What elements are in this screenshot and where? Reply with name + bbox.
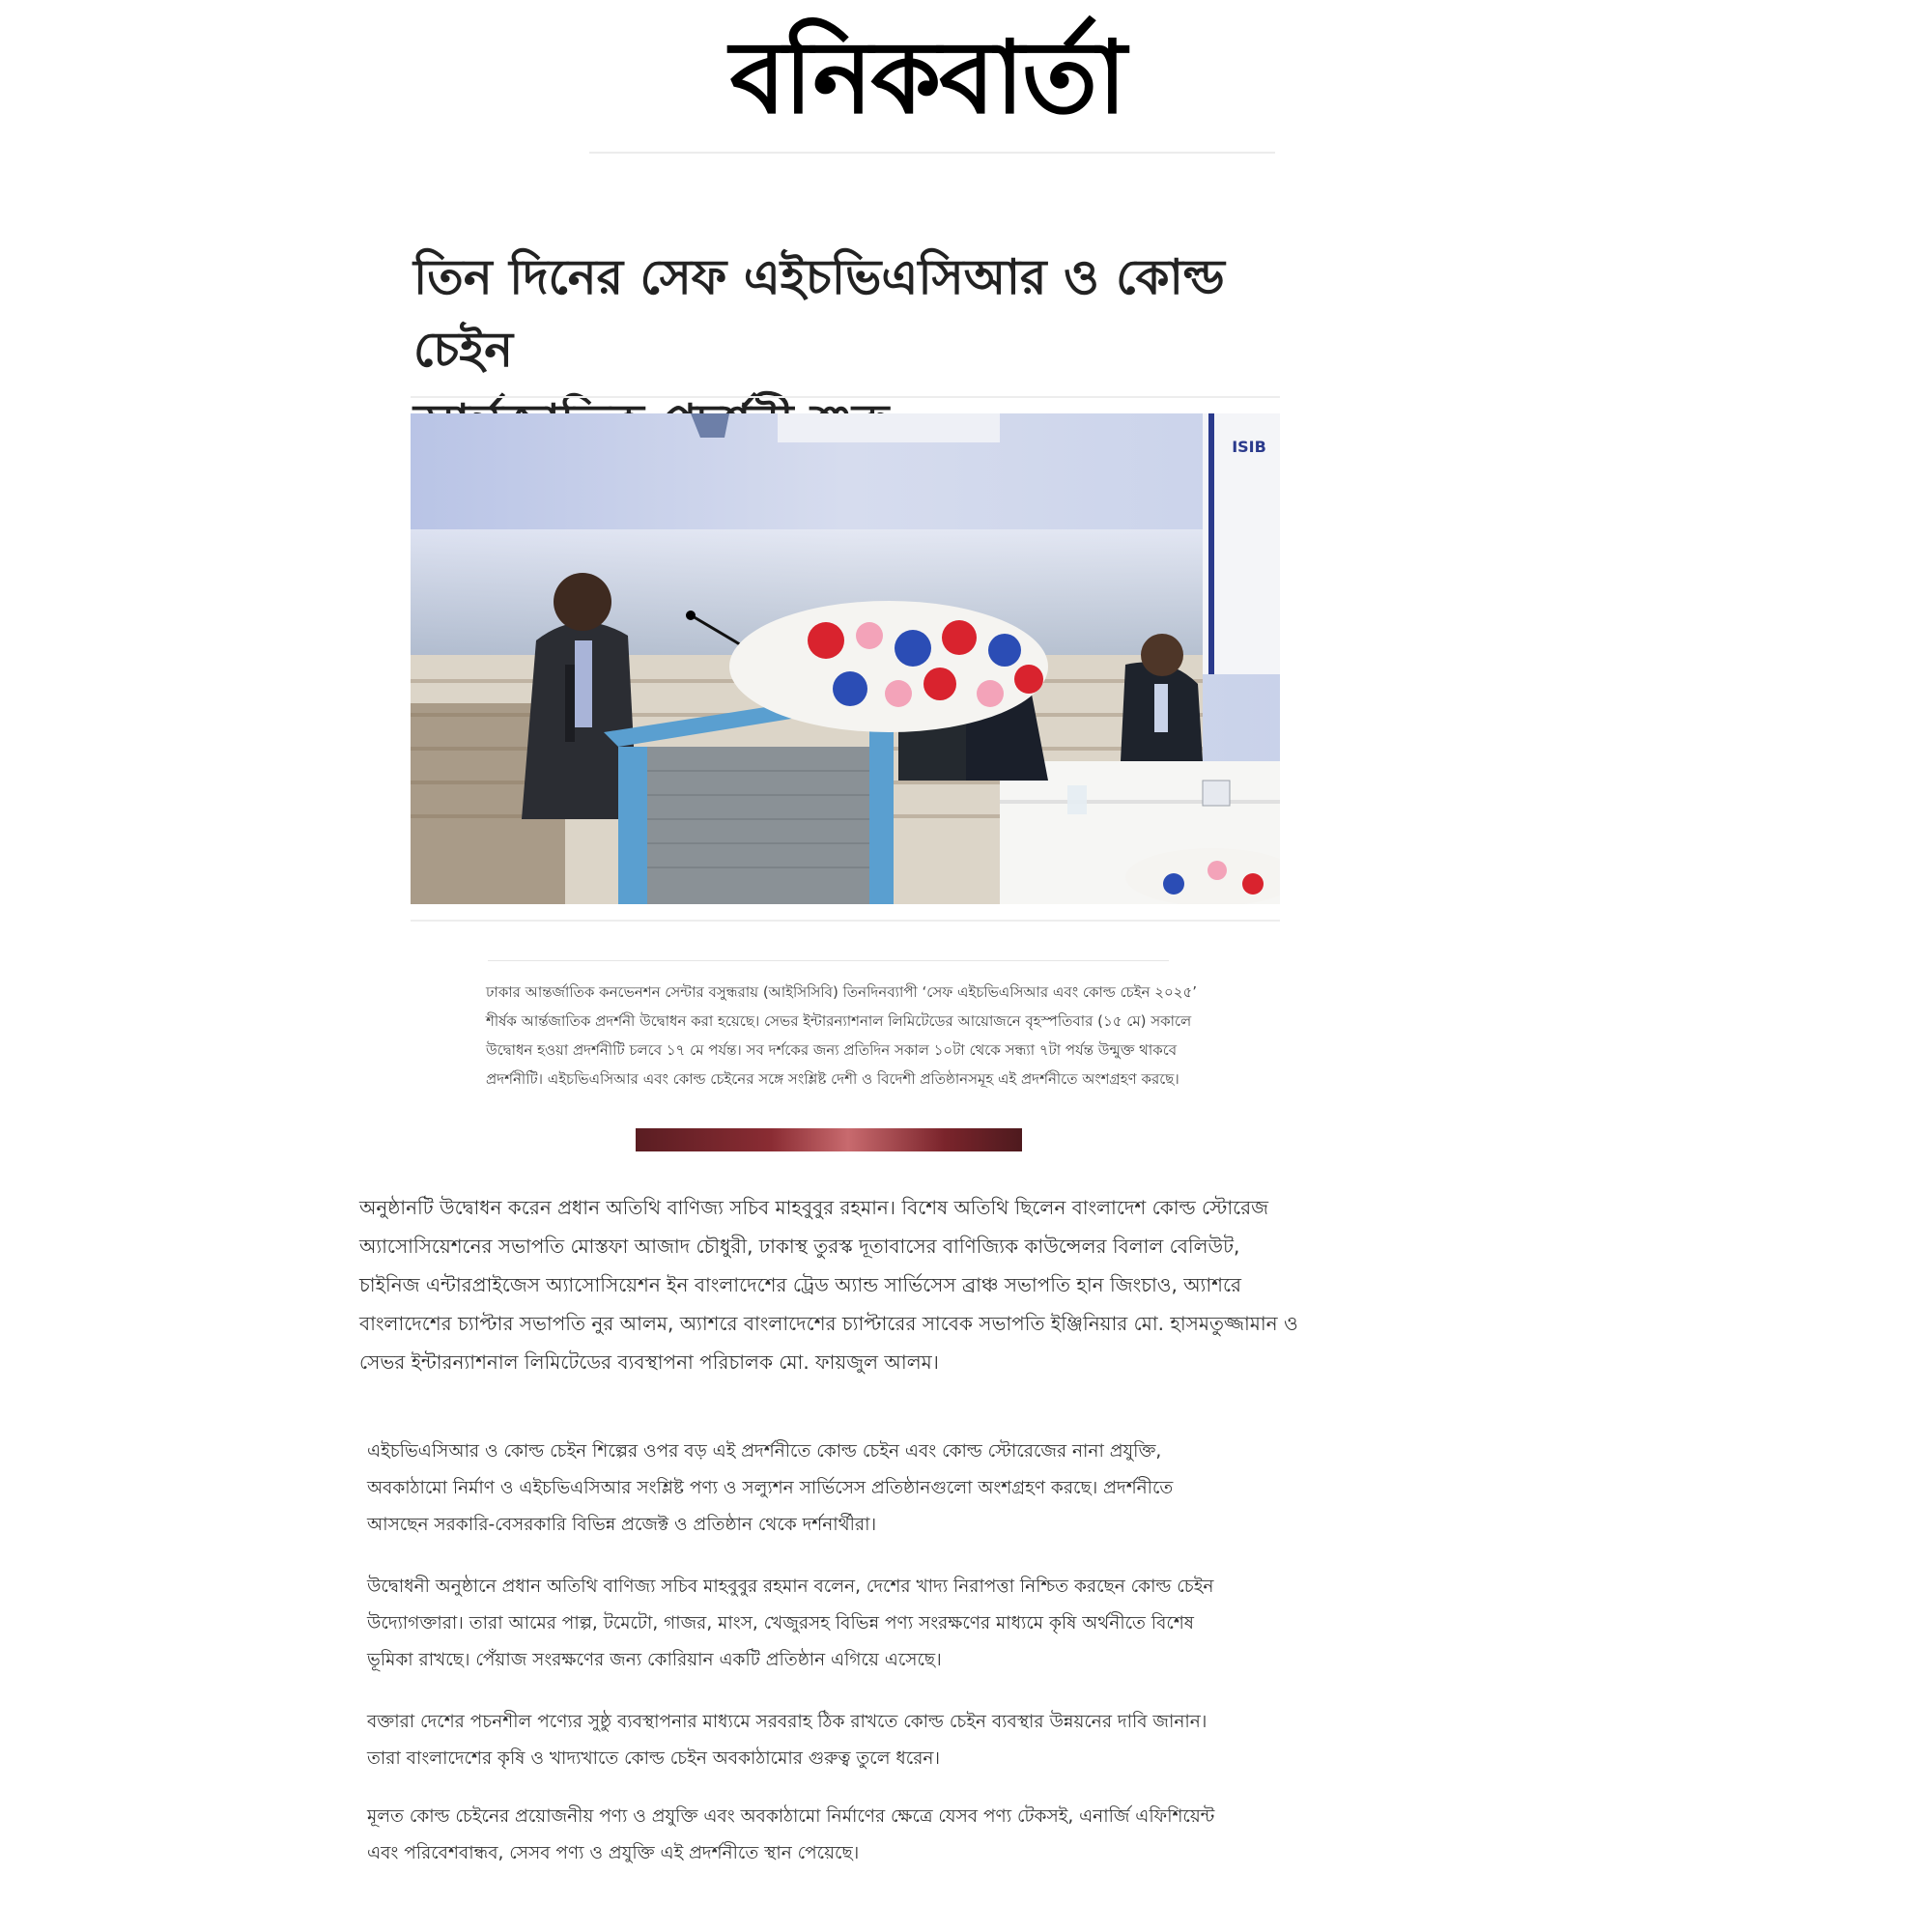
divider: [411, 396, 1280, 398]
article-paragraph: বক্তারা দেশের পচনশীল পণ্যের সুষ্ঠু ব্যবস্থাপনার মাধ্যমে সরবরাহ ঠিক রাখতে কোল্ড চেইন ব্যবস্থার উন্নয়নের দাবি জানান। তারা বাংলাদেশের কৃষি ও খাদ্যখাতে কোল্ড চেইন অবকাঠামোর গুরুত্ব তুলে ধরেন।: [367, 1712, 1208, 1769]
article-paragraph: উদ্বোধনী অনুষ্ঠানে প্রধান অতিথি বাণিজ্য সচিব মাহবুবুর রহমান বলেন, দেশের খাদ্য নিরাপত্তা নিশ্চিত করছেন কোল্ড চেইন উদ্যোগক্তারা। তারা আমের পাল্প, টমেটো, গাজর, মাংস, খেজুরসহ বিভিন্ন পণ্য সংরক্ষণের মাধ্যমে কৃষি অর্থনীতে বিশেষ ভূমিকা রাখছে। পেঁয়াজ সংরক্ষণের জন্য কোরিয়ান একটি প্রতিষ্ঠান এগিয়ে এসেছে।: [367, 1577, 1214, 1670]
article-paragraph: মূলত কোল্ড চেইনের প্রয়োজনীয় পণ্য ও প্রযুক্তি এবং অবকাঠামো নির্মাণের ক্ষেত্রে যেসব পণ্য টেকসই, এনার্জি এফিশিয়েন্ট এবং পরিবেশবান্ধব, সেসব পণ্য ও প্রযুক্তি এই প্রদর্শনীতে স্থান পেয়েছে।: [367, 1806, 1215, 1863]
article-paragraph: অনুষ্ঠানটি উদ্বোধন করেন প্রধান অতিথি বাণিজ্য সচিব মাহবুবুর রহমান। বিশেষ অতিথি ছিলেন বাংলাদেশ কোল্ড স্টোরেজ অ্যাসোসিয়েশনের সভাপতি মোস্তফা আজাদ চৌধুরী, ঢাকাস্থ তুরস্ক দূতাবাসের বাণিজ্যিক কাউন্সেলর বিলাল বেলিউট, চাইনিজ এন্টারপ্রাইজেস অ্যাসোসিয়েশন ইন বাংলাদেশের ট্রেড অ্যান্ড সার্ভিসেস ব্রাঞ্চ সভাপতি হান জিংচাও, অ্যাশরে বাংলাদেশের চ্যাপ্টার সভাপতি নুর আলম, অ্যাশরে বাংলাদেশের চ্যাপ্টারের সাবেক সভাপতি ইঞ্জিনিয়ার মো. হাসমতুজ্জামান ও সেভর ইন্টারন্যাশনাল লিমিটেডের ব্যবস্থাপনা পরিচালক মো. ফায়জুল আলম।: [359, 1196, 1298, 1374]
advertisement-banner[interactable]: [636, 1128, 1022, 1151]
photo-caption: ঢাকার আন্তর্জাতিক কনভেনশন সেন্টার বসুন্ধরায় (আইসিসিবি) তিনদিনব্যাপী ‘সেফ এইচভিএসিআর এবং কোল্ড চেইন ২০২৫’ শীর্ষক আর্ন্তজাতিক প্রদর্শনী উদ্বোধন করা হয়েছে। সেভর ইন্টারন্যাশনাল লিমিটেডের আয়োজনে বৃহস্পতিবার (১৫ মে) সকালে উদ্বোধন হওয়া প্রদর্শনীটি চলবে ১৭ মে পর্যন্ত। সব দর্শকের জন্য প্রতিদিন সকাল ১০টা থেকে সন্ধ্যা ৭টা পর্যন্ত উন্মুক্ত থাকবে প্রদর্শনীটি। এইচভিএসিআর এবং কোল্ড চেইনের সঙ্গে সংশ্লিষ্ট দেশী ও বিদেশী প্রতিষ্ঠানসমূহ এই প্রদর্শনীতে অংশগ্রহণ করছে।: [486, 983, 1197, 1088]
headline-line-1: তিন দিনের সেফ এইচভিএসিআর ও কোল্ড চেইন: [413, 249, 1225, 378]
banner-logo: ISIB: [1232, 438, 1266, 456]
masthead-divider: [589, 152, 1275, 154]
divider: [411, 920, 1280, 922]
photo-illustration: [411, 413, 1280, 904]
masthead-title: বনিকবার্তা: [729, 18, 1125, 136]
article-photo: [411, 413, 1280, 904]
article-paragraph: এইচভিএসিআর ও কোল্ড চেইন শিল্পের ওপর বড় এই প্রদর্শনীতে কোল্ড চেইন এবং কোল্ড স্টোরেজের নানা প্রযুক্তি, অবকাঠামো নির্মাণ ও এইচভিএসিআর সংশ্লিষ্ট পণ্য ও সল্যুশন সার্ভিসেস প্রতিষ্ঠানগুলো অংশগ্রহণ করছে। প্রদর্শনীতে আসছেন সরকারি-বেসরকারি বিভিন্ন প্রজেক্ট ও প্রতিষ্ঠান থেকে দর্শনার্থীরা।: [367, 1441, 1174, 1535]
caption-divider: [488, 960, 1169, 961]
masthead-logo[interactable]: [580, 19, 1275, 135]
